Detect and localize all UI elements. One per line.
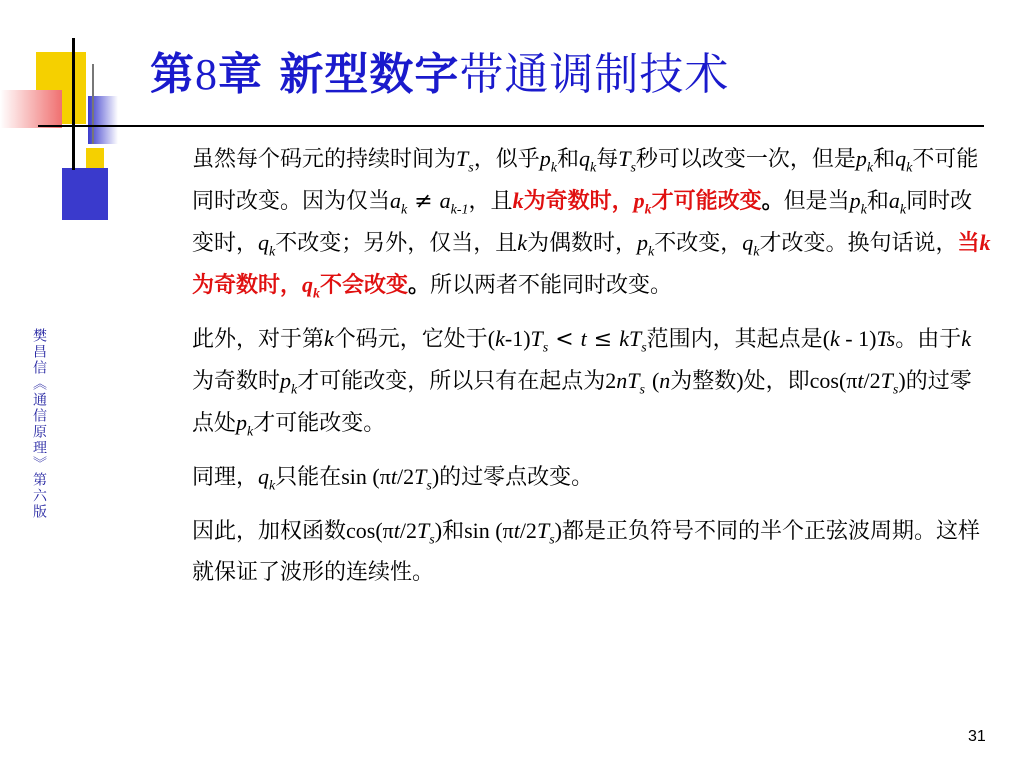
deco-blue-square [62, 168, 108, 220]
deco-vertical-line [72, 38, 75, 170]
paragraph-1: 虽然每个码元的持续时间为$T_s$，似乎$p_k$和$q_k$每$T_s$秒可以改变一次，但是$p_k$和$q_k$不可能同时改变。因为仅当$a_k \ne a_{k-1}$，且k为奇数时，$p_k$才可能改变。但是当$p_k$和$a_k$同时改变时，$q_k$不改变；另外，仅当，且k为偶数时，$p_k$不改变，$q_k$才改变。换句话说，当k为奇数时，$q_k$不会改变。所以两者不能同时改变。 [192, 146, 991, 302]
paragraph-4: 因此，加权函数$\cos(\pi t/2T_s)$和$\sin (\pi t/2T_s)$都是正负符号不同的半个正弦波周期。这样就保证了波形的连续性。 [192, 518, 980, 585]
title-part-bold: 章 新型数字 [218, 49, 460, 100]
deco-vertical-line-2 [92, 64, 94, 144]
deco-pink-bar [0, 90, 62, 128]
paragraph-3: 同理，$q_k$只能在$\sin (\pi t/2T_s)$的过零点改变。 [192, 464, 594, 494]
sidebar-book-reference: 樊昌信《通信原理》第六版 [31, 328, 47, 520]
paragraph-2: 此外，对于第k个码元，它处于$(k-1)T_s < t \le kT_s$范围内，其起点是(k - 1)Ts。由于k为奇数时$p_k$才可能改变，所以只有在起点为$2nT_s$ (n为整数)处，即$\cos(\pi t/2T_s)$的过零点处$p_k$才可能改变。 [192, 326, 972, 440]
title-part-chapter: 第 [150, 49, 195, 100]
title-divider [38, 125, 984, 127]
page-title [150, 38, 729, 102]
title-part-number: 8 [195, 50, 218, 99]
deco-yellow-small [86, 148, 104, 168]
slide-body [192, 138, 992, 605]
page-number: 31 [968, 728, 986, 745]
title-part-regular: 带通调制技术 [459, 49, 730, 100]
